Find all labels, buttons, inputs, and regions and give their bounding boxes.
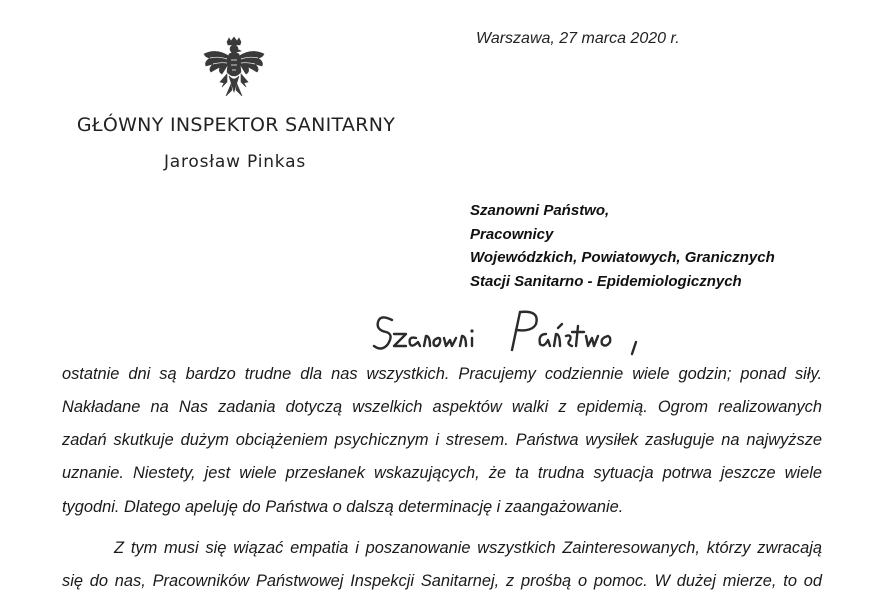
address-line: Pracownicy: [470, 225, 554, 243]
body-line: Nakładane na Nas zadania dotyczą wszelkich aspektów walki z epidemią. Ogrom realizowanych: [62, 398, 822, 416]
handwritten-salutation: [372, 300, 652, 362]
body-line: się do nas, Pracowników Państwowej Inspekcji Sanitarnej, z prośbą o pomoc. W dużej mierze, to od: [62, 572, 822, 590]
issuer-name: Jarosław Pinkas: [163, 152, 307, 172]
body-line: tygodni. Dlatego apeluję do Państwa o dalszą determinację i zaangażowanie.: [62, 498, 624, 516]
body-line: uznanie. Niestety, jest wiele przesłanek wskazujących, że ta trudna sytuacja potrwa jeszcze wiele: [62, 464, 822, 482]
letter-date: Warszawa, 27 marca 2020 r.: [476, 30, 680, 47]
address-line: Stacji Sanitarno - Epidemiologicznych: [470, 272, 742, 290]
address-line: Szanowni Państwo,: [470, 202, 610, 219]
issuer-title: GŁÓWNY INSPEKTOR SANITARNY: [76, 114, 396, 136]
polish-eagle-emblem-icon: [198, 36, 270, 108]
body-line: ostatnie dni są bardzo trudne dla nas wszystkich. Pracujemy codziennie wiele godzin; ponad siły.: [62, 365, 822, 383]
address-line: Wojewódzkich, Powiatowych, Granicznych: [470, 249, 775, 266]
recipient-address: [470, 199, 775, 293]
body-line: zadań skutkuje dużym obciążeniem psychicznym i stresem. Państwa wysiłek zasługuje na najwyższe: [62, 431, 822, 449]
body-line: Z tym musi się wiązać empatia i poszanowanie wszystkich Zainteresowanych, którzy zwracają: [114, 539, 822, 557]
